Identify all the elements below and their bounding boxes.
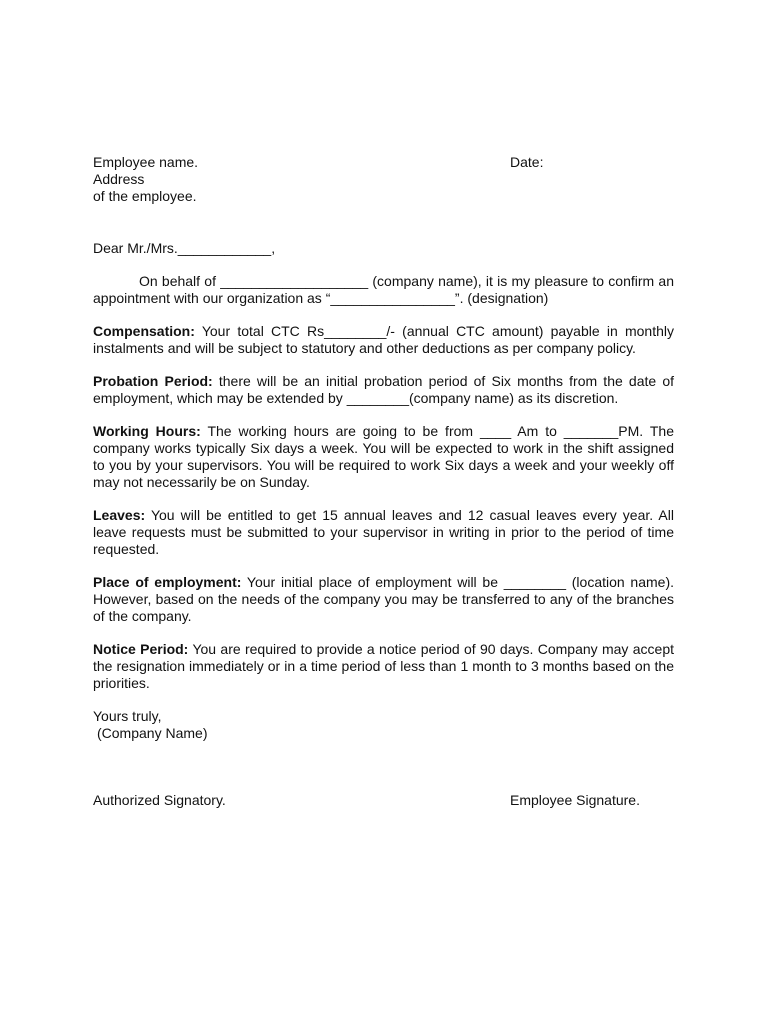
employee-name-line: Employee name.	[93, 154, 199, 170]
yours-truly: Yours truly,	[93, 708, 162, 724]
working-hours-paragraph	[93, 423, 674, 491]
compensation-paragraph	[93, 323, 674, 357]
probation-heading: Probation Period:	[93, 373, 213, 389]
address-line: Address	[93, 171, 145, 187]
compensation-text: Your total CTC Rs________/- (annual CTC amount) payable in monthly instalments and will be subject to statutory and other deductions as per company policy.	[93, 323, 674, 356]
authorized-signatory-label: Authorized Signatory.	[93, 792, 226, 808]
compensation-heading: Compensation:	[93, 323, 195, 339]
leaves-heading: Leaves:	[93, 507, 146, 523]
salutation: Dear Mr./Mrs.____________,	[93, 240, 276, 256]
probation-paragraph	[93, 373, 674, 407]
probation-text: there will be an initial probation period of Six months from the date of employment, which may be extended by ________(company name) as its discretion.	[93, 373, 674, 406]
appointment-letter	[93, 154, 674, 809]
address-line-2: of the employee.	[93, 188, 197, 204]
notice-period-paragraph	[93, 641, 674, 692]
place-of-employment-paragraph	[93, 574, 674, 625]
notice-period-heading: Notice Period:	[93, 641, 189, 657]
place-of-employment-text: Your initial place of employment will be ________ (location name). However, based on the needs of the company you may be transferred to any of the branches of the company.	[93, 574, 675, 624]
closing-company-name: (Company Name)	[97, 725, 208, 741]
working-hours-heading: Working Hours:	[93, 423, 201, 439]
working-hours-text: The working hours are going to be from ____ Am to _______PM. The company works typically Six days a week. You will be expected to work in the shift assigned to you by your supervisors. You will be required to work Six days a week and your weekly off may not necessarily be on Sunday.	[93, 423, 674, 490]
notice-period-text: You are required to provide a notice period of 90 days. Company may accept the resignation immediately or in a time period of less than 1 month to 3 months based on the priorities.	[93, 641, 675, 691]
letter-header	[93, 154, 674, 206]
intro-paragraph: On behalf of ___________________ (company name), it is my pleasure to confirm an appointment with our organization as “________________”. (designation)	[93, 273, 674, 306]
leaves-paragraph	[93, 507, 674, 558]
employee-signature-label: Employee Signature.	[510, 792, 640, 808]
leaves-text: You will be entitled to get 15 annual leaves and 12 casual leaves every year. All leave requests must be submitted to your supervisor in writing in prior to the period of time requested.	[93, 507, 674, 557]
date-label: Date:	[510, 154, 544, 170]
place-of-employment-heading: Place of employment:	[93, 574, 242, 590]
signature-row	[93, 792, 674, 809]
